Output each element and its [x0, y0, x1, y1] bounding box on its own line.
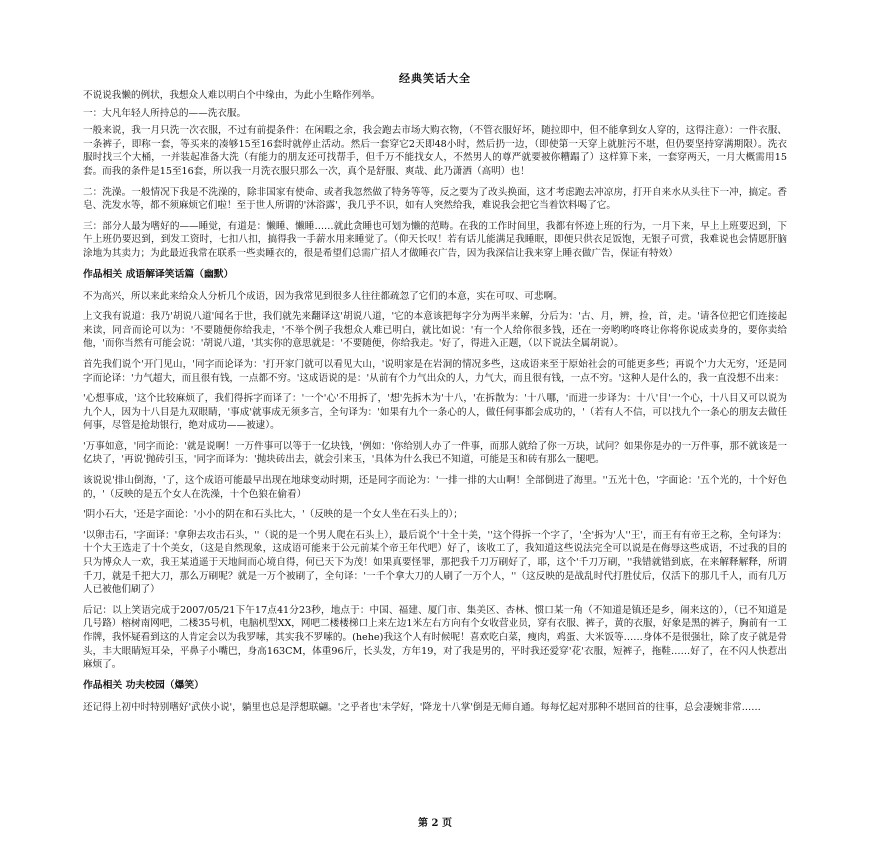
idioms-intro-paragraph: 不为高兴，所以来此来给众人分析几个成语，因为我常见到很多人往往都疏忽了它们的本意，实在可叹、可悲啊。 — [83, 290, 563, 302]
idiom-wealth-paragraph: '万事如意，'同字而论：'就是说啊！一万件事可以等于一亿块钱，'例如：'你给别人办了一件事，而那人就给了你一万块，试问？如果你是办的一万件事，那不就该是一亿块了，'再说'抛砖引玉，'同字而译为：'抛块砖出去，就会引来玉，'具体为什么我已不知道，可能是玉和砖有那么一腿吧。 — [83, 440, 787, 466]
bathing-paragraph: 二：洗澡。一般情况下我是不洗澡的，除非国家有使命、或者我忽然做了特务等等，反之要为了改头换面，这才考虑跑去冲凉房，打开自来水从头往下一冲，搞定。香皂、洗发水等，都不须麻烦它们啦！至于世人所谓的'沐浴露'，我几乎不识，如有人突然给我，难说我会把它当着饮料喝了它。 — [83, 186, 787, 212]
page-number: 第 2 页 — [418, 818, 452, 829]
postscript-paragraph: 后记：以上笑语完成于2007/05/21下午17点41分23秒，地点于：中国、福建、厦门市、集美区、杏林、惯口某一角（不知道是镇还是乡，闹来这的），（已不知道是几号路）榕树南网吧，二楼35号机，电脑机型XX，网吧二楼楼梯口上来左边1米左右方向有个女收营业员，穿有衣服、裤子，黄的衣服，好象是黑的裤子，胸前有一工作牌，我怀疑看到这的人肯定会以为我罗嗦，其实我不罗嗦的。(hehe)我这个人有时候呢！喜欢吃白菜，瘦肉，鸡蛋、大米饭等……身体不是很强壮，除了皮子就是骨头，丰大眼睛短耳朵，平鼻子小嘴巴，身高163CM，体重96斤，长头发，方年19，对了我是男的，平时我还爱穿'花'衣服，短裤子，拖鞋……好了，在不闪人快惹出麻烦了。 — [83, 604, 787, 671]
document-title: 经典笑话大全 — [399, 72, 471, 85]
laundry-paragraph: 一般来说，我一月只洗一次衣服，不过有前提条件：在闲暇之余，我会跑去市场大购衣物，（不管衣服好坏，随拉即中，但不能拿到女人穿的，这得注意）：一件衣服、一条裤子，即称一套，等买来的凑够15至16套时就停止活动。然后一套穿它2天即48小时，然后扔一边，（即使第一天穿上就脏污不堪，但仍要坚持穿满期限）。洗衣服时找三个大桶，一并装起准备大洗（有能力的朋友还可找帮手，但千万不能找女人，不然男人的尊严就要被你糟蹋了）这样算下来，一套穿两天，一月大概需用15套。而我的条件是15至16套，所以我一月洗衣服只那么一次，真个是舒服、爽哉、此乃潇洒（高明）也！ — [83, 125, 787, 177]
kungfu-paragraph: 还记得上初中时特别嗜好'武侠小说'，躺里也总是浮想联翩。'之乎者也'未学好，'降龙十八掌'倒是无师自通。每每忆起对那种不堪回首的往事，总会凄婉非常…… — [83, 701, 761, 713]
idiom-stone-paragraph: '阴小石大，'还是字面论：'小小的阴在和石头比大，'（反映的是一个女人坐在石头上的）； — [83, 509, 463, 521]
sleeping-paragraph: 三：部分人最为嗜好的——睡觉，有道是：懒睡、懒睡……就此贪睡也可划为懒的范畴。在我的工作时间里，我都有怀迹上班的行为，一月下来，早上上班要迟到，下午上班仍要迟到，到发工资时，七扣八扣，搞得我一手薪水用来睡觉了。（仰天长叹！若有话儿能满足我睡眠，即便只供衣足饭饱，无银子可赏，我难说也会情愿肝脑涂地为其卖力；为此最近我常在联系一些卖睡衣的，很是希望们总需广招人才做睡衣广告，因为我深信让我来穿上睡衣做广告，保证有特效） — [83, 220, 787, 259]
section-heading-kungfu: 作品相关 功夫校园（爆笑） — [83, 679, 204, 691]
idiom-mountain-paragraph: 首先我们说个'开门见山，'同字而论译为：'打开家门就可以看见大山，'说明家是在岩洞的情况多些，这成语来至于原始社会的可能更多些；再说个'力大无穷，'还是同字而论译：'力气超大，而且很有钱，一点都不穷。'这成语说的是：'从前有个力气出众的人，力气大，而且很有钱，一点不穷。'这种人是什么的，我一直没想不出来： — [83, 358, 787, 384]
idiom-sea-paragraph: 该说说'排山倒海，'了，这个成语可能最早出现在地球变动时期，还是同字而论为：'一排一排的大山啊！全部倒进了海里。''五光十色，'字面论：'五个光的，十个好色的，'（反映的是五个女人在洗澡，十个色狼在偷看） — [83, 475, 787, 500]
idiom-wish-paragraph: '心想事成，'这个比较麻烦了，我们得拆字而译了：'一个'心'不用拆了，'想'先拆木为'十八，'在拆散为：'十八哪，'而进一步译为：十八'目'一个心，十八目又可以说为九个人，因为十八目是九双眼睛，'事成'就事成无须多言，全句译为：'如果有九个一条心的人，做任何事都会成功的，'（若有人不信，可以找九个一条心的朋友去做任何事，尽管是抢劫银行，绝对成功——被逮）。 — [83, 393, 787, 432]
document-page — [83, 70, 787, 721]
intro-paragraph: 不说说我懒的例状，我想众人难以明白个中缘由，为此小生略作列举。 — [83, 90, 381, 101]
part1-heading: 一：大凡年轻人所持总的——洗衣服。 — [83, 107, 247, 119]
section-heading-idioms: 作品相关 成语解译笑话篇（幽默） — [83, 268, 234, 280]
idiom-nonsense-paragraph: 上文我有说道：我乃'胡说八道'闻名于世，我们就先来翻译这'胡说八道，'它的本意该把每字分为两半来解，分后为：'古、月，辨，捡，首，走。'请各位把它们连接起来读，同音而论可以为：'不要随便你给我走，'不举个例子我想众人难已明白，就比如说：'有一个人给你很多钱，还在一旁哟哟咚咚让你将你说成卖身的，要你卖给他，'而你当然有可能会说：'胡说八道，'其实你的意思就是：'不要随便，你给我走。'好了，得进入正题，（以下说法全属胡说）。 — [83, 311, 787, 350]
idiom-perfect-paragraph: '以卵击石，'字面译：'拿卵去攻击石头，''（说的是一个男人爬在石头上），最后说个'十全十美，''这个得拆一个字了，'全'拆为'人''王'，而王有有帝王之称，全句译为：十个大王选走了十个美女，（这是自然现象，这成语可能来于公元前某个帝王年代吧）好了，该收工了，我知道这些说法完全可以说是在侮辱这些成语，不过我的目的只为博众人一欢，我王某逍遥于天地间而心境自得，何已天下为茂！如果真要怪罪，那把我千刀万刷好了，耶，这个'千刀万刷，''我错就错到底，在来解释解释，所谓千刀，就是千把大刀，那么万刷呢？就是一万个被刷了，全句译：'一千个拿大刀的人刷了一万个人，''（这反映的是战乱时代打胜仗后，仅活下的那几千人，而有几万人已被他们刷了） — [83, 529, 787, 596]
